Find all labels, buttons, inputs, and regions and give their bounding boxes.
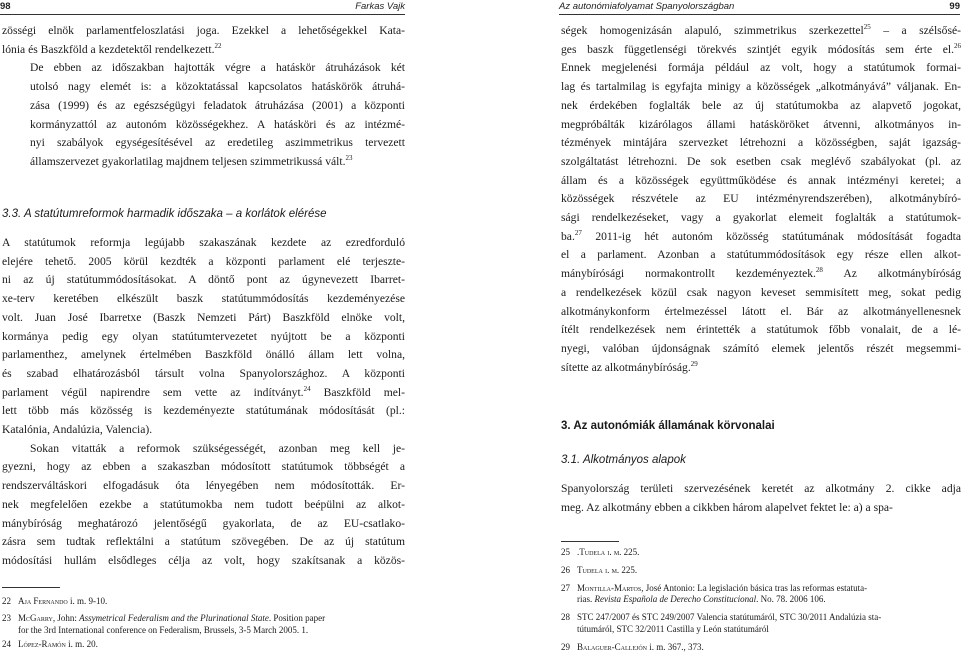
footnote-ref[interactable]: 27 bbox=[574, 228, 582, 237]
page-number: 99 bbox=[949, 1, 960, 12]
right-body-2 bbox=[561, 480, 961, 517]
header-rule bbox=[0, 14, 405, 15]
running-head: Az autonómiafolyamat Spanyolországban bbox=[559, 1, 735, 12]
footnote: 28 STC 247/2007 és STC 249/2007 Valencia statútumáról, STC 30/2011 Andalúzia sta- tútumáról, STC 32/2011 Castilla y León statútumáról bbox=[561, 612, 882, 634]
footnote-rule bbox=[561, 541, 619, 542]
footnote: 24 López-Ramón i. m. 20. bbox=[2, 639, 98, 650]
right-page bbox=[480, 0, 960, 658]
right-body bbox=[561, 22, 961, 377]
section-heading: 3. Az autonómiák államának körvonalai bbox=[561, 420, 775, 432]
footnotes bbox=[2, 596, 405, 651]
paragraph: Sokan vitatták a reformok szükségességét, azonban meg kell je- gyezni, hogy az ebben a szakaszban módosított statútumok többségét a rendszerváltáskori elfogadásuk óta lényegében nem módosították. Er- nek megfelelően ezekbe a statútumokba nem tudott beépülni az alkot- mánybíróság meghatározó jelentőségű gyakorlata, de az EU-csatlako- zásra sem tudtak reflektálni a statútum szövegében. De az új statútum módosítási hullám elsődleges célja az volt, hogy szakítsanak a közös- bbox=[2, 441, 405, 567]
footnote: 25 .Tudela i. m. 225. bbox=[561, 547, 640, 557]
footnote: 23 McGarry, John: Assymetrical Federalism and the Plurinational State. Position paper for the 3rd International conference on Federalism, Brussels, 3-5 March 2005. 1. bbox=[2, 612, 326, 635]
footnote-ref[interactable]: 22 bbox=[214, 41, 222, 50]
right-header bbox=[559, 0, 960, 14]
running-head: Farkas Vajk bbox=[355, 1, 405, 12]
footnote-ref[interactable]: 29 bbox=[690, 359, 698, 368]
section-heading: 3.3. A statútumreformok harmadik időszaka – a korlátok elérése bbox=[2, 208, 327, 220]
paragraph: zösségi elnök parlamentfeloszlatási joga. Ezekkel a lehetőségekkel Kata- lónia és Baszkföld a kezdetektől rendelkezett.$^{22}$ bbox=[2, 24, 405, 56]
footnote-ref[interactable]: 26 bbox=[954, 41, 961, 50]
paragraph: A statútumok reformja legújabb szakaszának kezdete az ezredforduló elejére tehető. 2005 körül kezdték a központi parlament elé terjeszte- ni az új statútummódosításokat. A döntő pont az úgynevezett Ibarret- xe-terv keretében elkészült baszk statútummódosítás kezdeményezése volt. Juan José Ibarretxe (Baszk Nemzeti Párt) Baszkföld elnöke volt, kormánya pedig egy olyan statútumtervezetet nyújtott be a központi parlamenthez, amelynek értelmében Baszkföld önálló állam lett volna, és szabad elhatározásból társult volna Spanyolországhoz. A központi parlament végül napirendre sem vette az indítványt.$^{24}$ Baszkföld mel- lett több más közösség is kezdeményezte statútumának módosítását (pl.: Katalónia, Andalúzia, Valencia). bbox=[2, 236, 405, 437]
footnote-ref[interactable]: 25 bbox=[863, 23, 871, 31]
left-page bbox=[0, 0, 480, 658]
footnote: 29 Balaguer-Callejón i. m. 367., 373. bbox=[561, 641, 704, 652]
paragraph: ségek homogenizásán alapuló, szimmetrikus szerkezettel$^{25}$ – a szélsősé- ges baszk függetlenségi törekvés szintjét egyik módosítás sem érte el.$^{26}$ Ennek megjelenési formája például az volt, hogy a statútumok formai- lag és tartalmilag is egyfajta minigy a közösségek „alkotmányává” váljanak. En- nek érdekében foglalták bele az új statútumokba az alapvető jogokat, megpróbálták kizárólagos állami hatásköröket átvenni, alkotmányos in- tézmények mintájára szervezket létrehozni a közösségben, saját igazság- szolgáltatást létrehozni. De sok esetben csak meglévő szabályokat (pl. az állam és a közösségek együttműködése és annak intézményi keretei; a közösségek részvétele az EU intézményrendszerében), alkotmánybíró- sági rendelkezéseket, vagy a gyakorlat elemeit foglalták a statútumok- ba.$^{27}$ 2011-ig hét autonóm közösség statútumának módosítását fogadta el a parlament. Azonban a statútummódosítások egy része ellen alkot- mánybírósági normakontrollt kezdeményeztek.$^{28}$ Az alkotmánybíróság a rendelkezések közül csak nagyon keveset semmisített meg, sokat pedig alkotmánykonform értelmezéssel látott el. Bár az alkotmányellenesnek ítélt rendelkezések nem érintették a statútumok főbb vonalait, de a lé- nyegi, valóban újdonságnak számító elemek jelentős részét megsemmi- sítette az alkotmánybíróság.$^{29}$ bbox=[561, 23, 961, 374]
footnote: 22 Aja Fernando i. m. 9-10. bbox=[2, 596, 108, 606]
left-body bbox=[2, 22, 405, 172]
left-body-2 bbox=[2, 234, 405, 571]
paragraph: De ebben az időszakban hajtották végre a hatáskör átruházások két utolsó nagy elemét is: a közoktatással kapcsolatos hatáskörök átruhá- zása (1999) és az egészségügyi feladatok átruházása (2001) a központi kormányzattól az autonóm közösségekhez. A hatásköri és az intézmé- nyi szabályok egységesítésével az eredetileg aszimmetrikus tervezett államszervezet gyakorlatilag majdnem teljesen szimmetrikussá vált.$^{23}$ bbox=[30, 61, 405, 168]
footnotes bbox=[561, 547, 961, 654]
left-header bbox=[0, 0, 405, 14]
subsection-heading: 3.1. Alkotmányos alapok bbox=[561, 454, 686, 466]
footnote-ref[interactable]: 24 bbox=[303, 384, 311, 393]
footnote: 27 Montilla-Martos, José Antonio: La legislación básica tras las reformas estatuta- rias. Revista Española de Derecho Constitucional. No. 78. 2006 106. bbox=[561, 582, 868, 605]
footnote-ref[interactable]: 23 bbox=[345, 153, 353, 162]
page-number: 98 bbox=[0, 1, 11, 12]
header-rule bbox=[559, 14, 960, 15]
footnote: 26 Tudela i. m. 225. bbox=[561, 564, 638, 575]
footnote-rule bbox=[2, 587, 60, 588]
footnote-ref[interactable]: 28 bbox=[815, 266, 823, 275]
paragraph: Spanyolország területi szervezésének keretét az alkotmány 2. cikke adja meg. Az alkotmány ebben a cikkben három alapelvet fektet le: a) a spa- bbox=[561, 482, 961, 514]
